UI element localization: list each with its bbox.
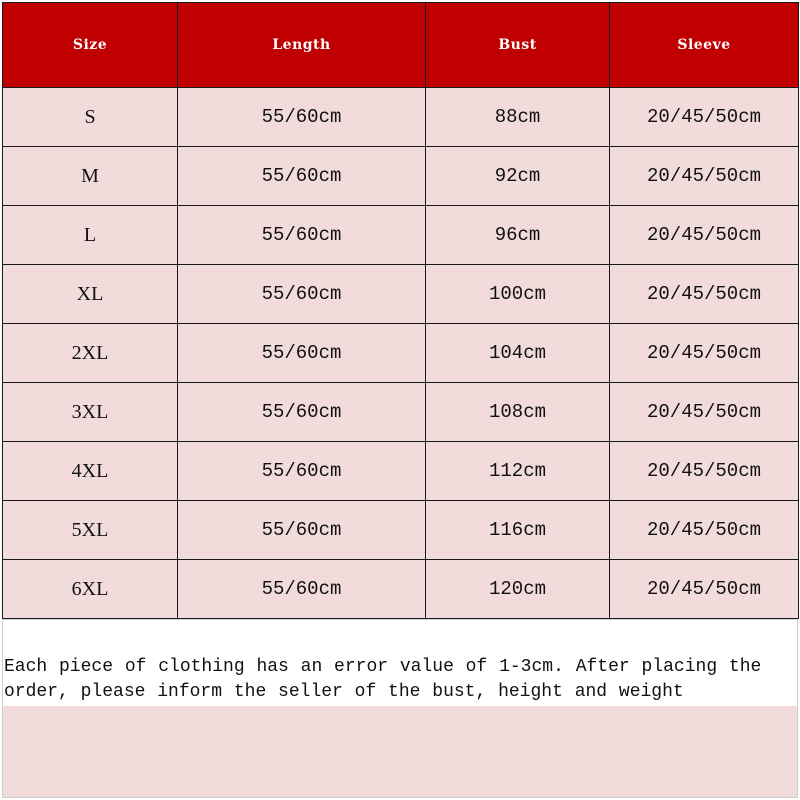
- size-cell: 5XL: [3, 501, 178, 560]
- sleeve-cell: 20/45/50cm: [610, 147, 799, 206]
- sleeve-cell: 20/45/50cm: [610, 442, 799, 501]
- size-cell: XL: [3, 265, 178, 324]
- header-length: Length: [178, 3, 426, 88]
- length-cell: 55/60cm: [178, 265, 426, 324]
- length-cell: 55/60cm: [178, 560, 426, 619]
- size-cell: 6XL: [3, 560, 178, 619]
- length-cell: 55/60cm: [178, 324, 426, 383]
- size-cell: 3XL: [3, 383, 178, 442]
- length-cell: 55/60cm: [178, 442, 426, 501]
- size-note: Each piece of clothing has an error value of 1-3cm. After placing the order, please inform the seller of the bust, height and weight: [4, 657, 762, 702]
- size-cell: S: [3, 88, 178, 147]
- table-row: [3, 383, 799, 442]
- sleeve-cell: 20/45/50cm: [610, 88, 799, 147]
- size-cell: 2XL: [3, 324, 178, 383]
- sleeve-cell: 20/45/50cm: [610, 560, 799, 619]
- table-row: [3, 88, 799, 147]
- bust-cell: 104cm: [426, 324, 610, 383]
- length-cell: 55/60cm: [178, 147, 426, 206]
- table-row: [3, 442, 799, 501]
- size-cell: 4XL: [3, 442, 178, 501]
- table-body: [3, 88, 799, 619]
- sleeve-cell: 20/45/50cm: [610, 324, 799, 383]
- header-row: [3, 3, 799, 88]
- length-cell: 55/60cm: [178, 383, 426, 442]
- size-cell: L: [3, 206, 178, 265]
- sleeve-cell: 20/45/50cm: [610, 206, 799, 265]
- bust-cell: 100cm: [426, 265, 610, 324]
- note-box: [2, 619, 798, 798]
- table-row: [3, 560, 799, 619]
- size-cell: M: [3, 147, 178, 206]
- bust-cell: 120cm: [426, 560, 610, 619]
- size-table: [2, 2, 799, 619]
- bust-cell: 112cm: [426, 442, 610, 501]
- table-row: [3, 324, 799, 383]
- length-cell: 55/60cm: [178, 88, 426, 147]
- sleeve-cell: 20/45/50cm: [610, 383, 799, 442]
- bust-cell: 88cm: [426, 88, 610, 147]
- bust-cell: 108cm: [426, 383, 610, 442]
- bust-cell: 92cm: [426, 147, 610, 206]
- bust-cell: 116cm: [426, 501, 610, 560]
- table-row: [3, 206, 799, 265]
- bust-cell: 96cm: [426, 206, 610, 265]
- table-row: [3, 147, 799, 206]
- sleeve-cell: 20/45/50cm: [610, 501, 799, 560]
- table-row: [3, 265, 799, 324]
- header-size: Size: [3, 3, 178, 88]
- sleeve-cell: 20/45/50cm: [610, 265, 799, 324]
- length-cell: 55/60cm: [178, 501, 426, 560]
- table-row: [3, 501, 799, 560]
- header-bust: Bust: [426, 3, 610, 88]
- header-sleeve: Sleeve: [610, 3, 799, 88]
- length-cell: 55/60cm: [178, 206, 426, 265]
